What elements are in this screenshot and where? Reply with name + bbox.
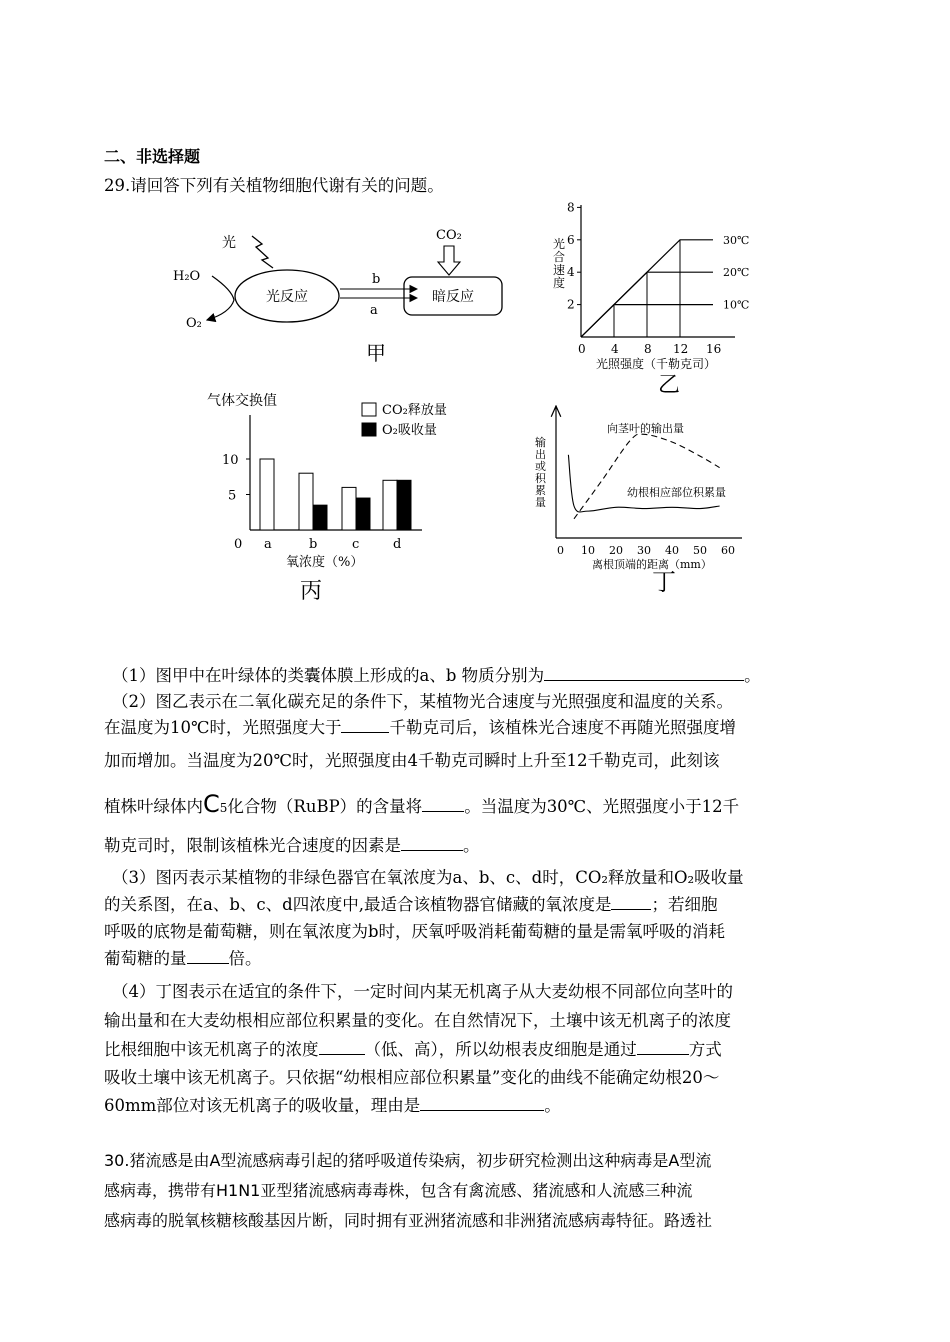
bing-bars bbox=[260, 459, 411, 552]
question-30-line1: 30.猪流感是由A型流感病毒引起的猪呼吸道传染病，初步研究检测出这种病毒是A型流 bbox=[104, 1151, 712, 1170]
legend-co2-swatch bbox=[362, 403, 376, 416]
yi-xtick-label: 0 bbox=[578, 342, 586, 356]
bing-category-label: a bbox=[264, 537, 272, 552]
figure-ding-caption: 丁 bbox=[652, 568, 676, 596]
answer-blank[interactable] bbox=[319, 1040, 365, 1055]
sub-question-2-line1: （2）图乙表示在二氧化碳充足的条件下，某植物光合速度与光照强度和温度的关系。 bbox=[112, 692, 733, 711]
yi-xlabel: 光照强度（千勒克司） bbox=[596, 357, 717, 371]
o2-label: O₂ bbox=[186, 316, 202, 331]
yi-xtick-label: 8 bbox=[644, 342, 652, 356]
arrow-b-label: b bbox=[372, 272, 381, 287]
bing-bar-co2 bbox=[299, 473, 313, 530]
ding-xtick-label: 50 bbox=[693, 544, 707, 557]
question-30-line3: 感病毒的脱氧核糖核酸基因片断，同时拥有亚洲猪流感和非洲猪流感病毒特征。路透社 bbox=[104, 1211, 713, 1230]
answer-blank[interactable] bbox=[611, 895, 651, 910]
figure-bing bbox=[207, 392, 447, 604]
bing-bar-o2 bbox=[313, 505, 327, 530]
ding-curve-export-label: 向茎叶的输出量 bbox=[607, 422, 684, 435]
yi-series-label: 10℃ bbox=[723, 298, 750, 312]
yi-ytick-label: 4 bbox=[567, 265, 575, 280]
bing-xlabel: 氧浓度（%） bbox=[286, 555, 364, 570]
ding-curve bbox=[568, 455, 719, 512]
yi-series-label: 30℃ bbox=[723, 233, 750, 247]
sub-question-2-line2: 在温度为10℃时，光照强度大于 千勒克司后，该植株光合速度不再随光照强度增 bbox=[104, 718, 736, 737]
jia-light-label: 光 bbox=[222, 235, 236, 251]
figure-jia-caption: 甲 bbox=[366, 341, 386, 365]
sub-question-4-line4: 吸收土壤中该无机离子。只依据“幼根相应部位积累量”变化的曲线不能确定幼根20～ bbox=[104, 1068, 720, 1087]
sub-question-1: （1）图甲中在叶绿体的类囊体膜上形成的a、b 物质分别为 。 bbox=[112, 666, 761, 685]
yi-ytick-label: 6 bbox=[567, 232, 575, 247]
sub-question-4-line1: （4）丁图表示在适宜的条件下，一定时间内某无机离子从大麦幼根不同部位向茎叶的 bbox=[112, 982, 733, 1001]
ding-xtick-label: 0 bbox=[557, 544, 564, 557]
yi-xtick-label: 12 bbox=[673, 342, 689, 356]
figure-bing-caption: 丙 bbox=[300, 579, 323, 604]
ding-ylabel: 输出或积累量 bbox=[535, 436, 546, 509]
answer-blank[interactable] bbox=[187, 949, 229, 964]
sub-question-4-line2: 输出量和在大麦幼根相应部位积累量的变化。在自然情况下，土壤中该无机离子的浓度 bbox=[104, 1011, 731, 1030]
bing-ytick-label: 0 bbox=[234, 537, 243, 552]
light-reaction-label: 光反应 bbox=[266, 289, 308, 305]
yi-ytick-label: 8 bbox=[567, 200, 575, 215]
ding-curve-accum-label: 幼根相应部位积累量 bbox=[627, 486, 726, 499]
sub-question-2-line3: 加而增加。当温度为20℃时，光照强度由4千勒克司瞬时上升至12千勒克司，此刻该 bbox=[104, 751, 720, 770]
lightning-icon bbox=[252, 236, 273, 268]
ding-xtick-label: 30 bbox=[637, 544, 651, 557]
ding-curve bbox=[574, 434, 720, 519]
figure-ding bbox=[535, 406, 742, 596]
co2-label: CO₂ bbox=[436, 228, 462, 243]
bing-ytick-label: 10 bbox=[222, 453, 239, 468]
ding-xtick-label: 20 bbox=[609, 544, 623, 557]
answer-blank[interactable] bbox=[341, 718, 389, 733]
legend-co2-label: CO₂释放量 bbox=[382, 403, 447, 418]
sub-question-4-line3: 比根细胞中该无机离子的浓度 （低、高），所以幼根表皮细胞是通过 方式 bbox=[104, 1040, 722, 1059]
bing-category-label: b bbox=[309, 537, 318, 552]
bing-bar-o2 bbox=[397, 480, 411, 530]
ding-xtick-label: 40 bbox=[665, 544, 679, 557]
yi-series-label: 20℃ bbox=[723, 266, 750, 280]
figure-yi bbox=[553, 200, 749, 398]
bing-category-label: c bbox=[352, 537, 360, 552]
bing-bar-o2 bbox=[356, 498, 370, 530]
sub-question-2-line5: 勒克司时，限制该植株光合速度的因素是 。 bbox=[104, 836, 480, 855]
answer-blank[interactable] bbox=[637, 1040, 689, 1055]
water-arc-arrow bbox=[207, 276, 234, 320]
sub-question-3-line3: 呼吸的底物是葡萄糖，则在氧浓度为b时，厌氧呼吸消耗葡萄糖的量是需氧呼吸的消耗 bbox=[104, 922, 726, 941]
sub-question-3-line2: 的关系图，在a、b、c、d四浓度中,最适合该植物器官储藏的氧浓度是 ；若细胞 bbox=[104, 895, 718, 914]
co2-hollow-arrow bbox=[438, 246, 460, 275]
yi-ticks bbox=[567, 200, 721, 356]
bing-ytick-label: 5 bbox=[228, 488, 237, 504]
sub-question-3-line1: （3）图丙表示某植物的非绿色器官在氧浓度为a、b、c、d时，CO₂释放量和O₂吸收量 bbox=[112, 868, 744, 887]
sub-question-4-line5: 60mm部位对该无机离子的吸收量，理由是 。 bbox=[104, 1096, 561, 1115]
bing-ticks bbox=[222, 453, 250, 552]
ding-xtick-label: 60 bbox=[721, 544, 735, 557]
ding-curves bbox=[568, 434, 719, 519]
ding-ticks bbox=[557, 544, 735, 557]
bing-ylabel: 气体交换值 bbox=[207, 393, 277, 409]
ding-xtick-label: 10 bbox=[581, 544, 595, 557]
sub-question-3-line4: 葡萄糖的量 倍。 bbox=[104, 949, 262, 968]
figures-area bbox=[0, 0, 950, 640]
section-title: 二、非选择题 bbox=[104, 147, 201, 166]
h2o-label: H₂O bbox=[173, 269, 201, 284]
yi-xtick-label: 4 bbox=[611, 342, 619, 356]
ding-xlabel: 离根顶端的距离（mm） bbox=[592, 558, 712, 571]
question-30-line2: 感病毒，携带有H1N1亚型猪流感病毒毒株，包含有禽流感、猪流感和人流感三种流 bbox=[104, 1181, 693, 1200]
answer-blank[interactable] bbox=[544, 666, 744, 681]
question-29-stem: 29.请回答下列有关植物细胞代谢有关的问题。 bbox=[104, 176, 444, 195]
figure-jia bbox=[173, 228, 502, 365]
arrow-a-label: a bbox=[370, 303, 378, 318]
sub-question-2-line4: 植株叶绿体内C5化合物（RuBP）的含量将 。当温度为30℃、光照强度小于12千 bbox=[104, 790, 740, 818]
yi-xtick-label: 16 bbox=[706, 342, 722, 356]
figure-yi-caption: 乙 bbox=[658, 373, 681, 398]
dark-reaction-label: 暗反应 bbox=[432, 289, 474, 305]
answer-blank[interactable] bbox=[422, 797, 464, 812]
yi-lines bbox=[581, 234, 749, 337]
bing-bar-co2 bbox=[342, 487, 356, 530]
yi-ytick-label: 2 bbox=[567, 297, 575, 312]
bing-bar-co2 bbox=[383, 480, 397, 530]
bing-category-label: d bbox=[393, 537, 402, 552]
answer-blank[interactable] bbox=[401, 836, 463, 851]
bing-bar-co2 bbox=[260, 459, 274, 530]
legend-o2-label: O₂吸收量 bbox=[382, 423, 437, 438]
legend-o2-swatch bbox=[362, 423, 376, 436]
answer-blank[interactable] bbox=[420, 1096, 544, 1111]
yi-ylabel: 光合速度 bbox=[553, 237, 566, 290]
